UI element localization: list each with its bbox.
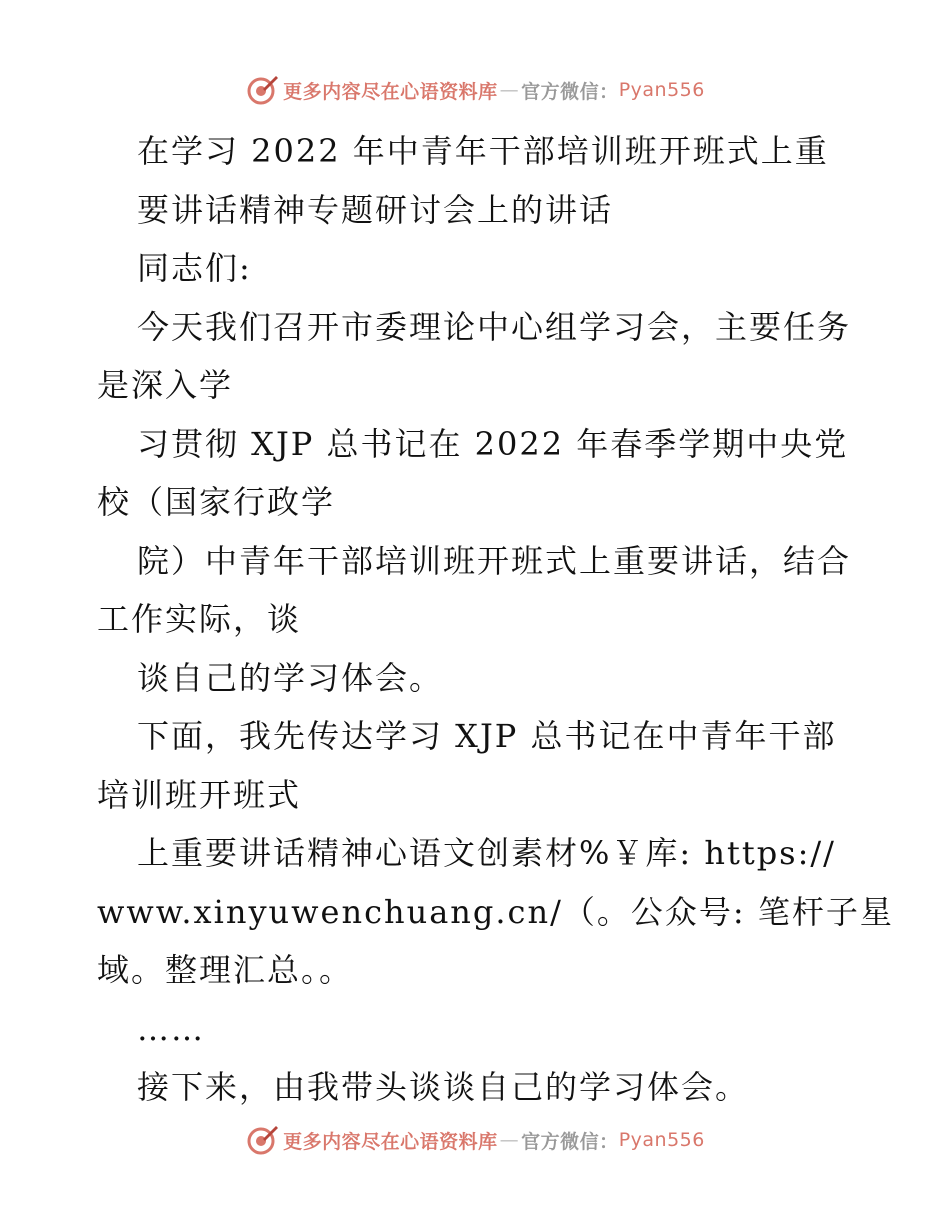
text-line: 培训班开班式	[97, 775, 302, 814]
watermark-official: 官方微信：	[521, 80, 619, 103]
text-line: 域。整理汇总。。	[97, 951, 354, 989]
pen-nib-circle-icon	[245, 1123, 279, 1157]
text-line: 要讲话精神专题研讨会上的讲话	[137, 190, 614, 229]
text-line: ……	[137, 1009, 205, 1048]
document-body	[97, 122, 894, 1117]
watermark-wechat-id: Pyan556	[618, 79, 705, 101]
watermark-brand: 更多内容尽在心语资料库	[283, 1130, 498, 1153]
footer-watermark	[0, 1120, 950, 1160]
pen-nib-circle-icon	[245, 73, 279, 107]
header-watermark	[0, 70, 950, 110]
watermark-brand: 更多内容尽在心语资料库	[283, 80, 498, 103]
text-line: 工作实际，谈	[97, 600, 302, 638]
text-line: 院）中青年干部培训班开班式上重要讲话，结合	[137, 541, 852, 580]
text-line: www.xinyuwenchuang.cn/（。公众号: 笔杆子星	[97, 892, 894, 931]
watermark-separator: —	[499, 79, 520, 101]
text-line: 习贯彻 XJP 总书记在 2022 年春季学期中央党	[137, 424, 849, 463]
text-line: 谈自己的学习体会。	[137, 658, 444, 697]
text-line: 是深入学	[97, 366, 234, 404]
text-line: 校（国家行政学	[97, 483, 336, 521]
watermark-wechat-id: Pyan556	[618, 1129, 705, 1151]
watermark-separator: —	[499, 1129, 520, 1151]
watermark-official: 官方微信：	[521, 1130, 619, 1153]
text-line: 上重要讲话精神心语文创素材%￥库: https://	[137, 834, 836, 872]
text-line: 下面，我先传达学习 XJP 总书记在中青年干部	[137, 717, 837, 755]
text-line: 今天我们召开市委理论中心组学习会，主要任务	[137, 307, 852, 346]
text-line: 接下来，由我带头谈谈自己的学习体会。	[137, 1068, 750, 1106]
text-line: 同志们:	[137, 249, 252, 287]
text-line: 在学习 2022 年中青年干部培训班开班式上重	[137, 132, 829, 170]
